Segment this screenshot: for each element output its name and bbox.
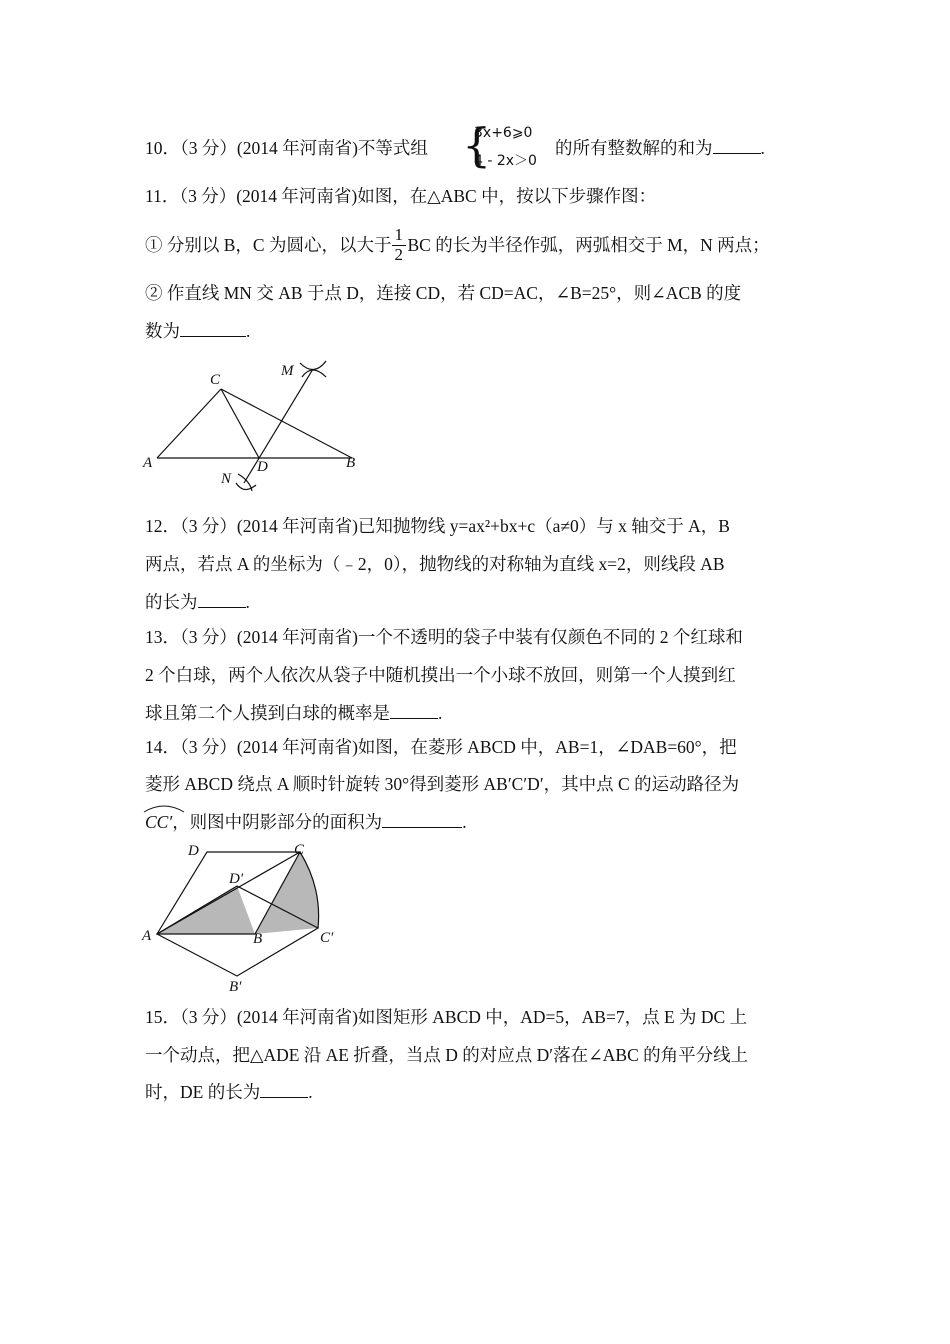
fraction-numerator: 1 bbox=[394, 224, 403, 244]
arc-label: CC′ bbox=[145, 812, 173, 832]
q11-period: . bbox=[246, 321, 251, 341]
q12-answer-blank[interactable] bbox=[198, 591, 246, 608]
label-d-prime: D′ bbox=[229, 871, 244, 887]
q13-answer-blank[interactable] bbox=[390, 702, 438, 719]
q11-line4-prefix: 数为 bbox=[145, 321, 180, 341]
q11-step1-suffix: BC 的长为半径作弧，两弧相交于 M，N 两点； bbox=[407, 235, 770, 255]
arc-n bbox=[236, 483, 256, 490]
q13-line-2: 2 个白球，两个人依次从袋子中随机摸出一个小球不放回，则第一个人摸到红 bbox=[145, 665, 736, 685]
q12-line-2: 两点，若点 A 的坐标为（﹣2，0），抛物线的对称轴为直线 x=2，则线段 AB bbox=[145, 554, 725, 574]
q12-period: . bbox=[245, 592, 250, 612]
label-a: A bbox=[143, 455, 153, 471]
q14-period: . bbox=[462, 812, 467, 832]
fraction-denominator: 2 bbox=[394, 244, 403, 264]
q14-line3-suffix: ，则图中阴影部分的面积为 bbox=[172, 812, 383, 832]
label-b-prime: B′ bbox=[229, 979, 242, 995]
q12-line-3 bbox=[145, 590, 250, 614]
q11-line-3: ② 作直线 MN 交 AB 于点 D，连接 CD，若 CD=AC，∠B=25°，则∠ACB 的度 bbox=[145, 283, 742, 303]
q11-line-1: 11．（3 分）(2014 年河南省)如图，在△ABC 中，按以下步骤作图： bbox=[145, 186, 657, 206]
q12-line-1: 12．（3 分）(2014 年河南省)已知抛物线 y=ax²+bx+c（a≠0）与 x 轴交于 A，B bbox=[145, 516, 730, 536]
q10-line-end bbox=[555, 136, 765, 160]
q15-line-2: 一个动点，把△ADE 沿 AE 折叠，当点 D 的对应点 D′落在∠ABC 的角平分线上 bbox=[145, 1045, 749, 1065]
q11-line-4 bbox=[145, 319, 250, 343]
label-b: B bbox=[346, 455, 356, 471]
label-a: A bbox=[142, 928, 152, 944]
label-c: C bbox=[210, 372, 221, 388]
q14-answer-blank[interactable] bbox=[382, 811, 462, 828]
q10-system-row-2: 4 - 2x＞0 bbox=[474, 153, 537, 169]
label-c-prime: C′ bbox=[320, 930, 334, 946]
arc-cc-prime bbox=[145, 810, 172, 834]
q15-line-3 bbox=[145, 1080, 313, 1104]
q13-line-1: 13．（3 分）(2014 年河南省)一个不透明的袋子中装有仅颜色不同的 2 个红球和 bbox=[145, 627, 743, 647]
q14-line-3 bbox=[145, 810, 467, 834]
arc-m bbox=[302, 370, 326, 377]
one-half-fraction bbox=[392, 224, 406, 264]
q10-line bbox=[145, 136, 428, 160]
q10-period: . bbox=[760, 138, 765, 158]
q11-figure bbox=[140, 355, 370, 495]
q11-line-2 bbox=[145, 224, 770, 264]
q15-line-1: 15．（3 分）(2014 年河南省)如图矩形 ABCD 中，AD=5，AB=7，点 E 为 DC 上 bbox=[145, 1007, 748, 1027]
label-n: N bbox=[221, 471, 232, 487]
q13-period: . bbox=[438, 703, 443, 723]
label-m: M bbox=[281, 363, 294, 379]
left-brace-icon: { bbox=[462, 118, 492, 172]
q13-line3-prefix: 球且第二个人摸到白球的概率是 bbox=[145, 703, 390, 723]
q11-answer-blank[interactable] bbox=[180, 320, 246, 337]
q15-answer-blank[interactable] bbox=[260, 1081, 308, 1098]
q10-system-row-1: 3x+6⩾0 bbox=[474, 125, 533, 141]
q11-step1-prefix: ① 分别以 B，C 为圆心，以大于 bbox=[145, 235, 392, 255]
q10-answer-blank[interactable] bbox=[713, 137, 761, 154]
q15-period: . bbox=[308, 1082, 313, 1102]
segment-ac bbox=[157, 389, 221, 458]
q13-line-3 bbox=[145, 701, 442, 725]
q10-suffix: 的所有整数解的和为 bbox=[555, 138, 713, 158]
line-mn bbox=[244, 369, 313, 483]
q14-figure bbox=[140, 838, 350, 998]
label-d: D bbox=[257, 459, 268, 475]
q14-line-1: 14．（3 分）(2014 年河南省)如图，在菱形 ABCD 中，AB=1，∠DAB=60°，把 bbox=[145, 737, 737, 757]
q15-line3-prefix: 时，DE 的长为 bbox=[145, 1082, 261, 1102]
arc-overline-icon bbox=[143, 803, 187, 813]
q10-prefix: 10．（3 分）(2014 年河南省)不等式组 bbox=[145, 138, 428, 158]
label-b: B bbox=[253, 931, 263, 947]
q12-line3-prefix: 的长为 bbox=[145, 592, 198, 612]
q10-inequality-system bbox=[462, 118, 557, 174]
label-c: C bbox=[294, 842, 305, 858]
shaded-region-2 bbox=[255, 852, 319, 934]
q14-line-2: 菱形 ABCD 绕点 A 顺时针旋转 30°得到菱形 AB′C′D′，其中点 C 的运动路径为 bbox=[145, 774, 740, 794]
label-d: D bbox=[188, 843, 199, 859]
arc-m-2 bbox=[300, 361, 326, 370]
